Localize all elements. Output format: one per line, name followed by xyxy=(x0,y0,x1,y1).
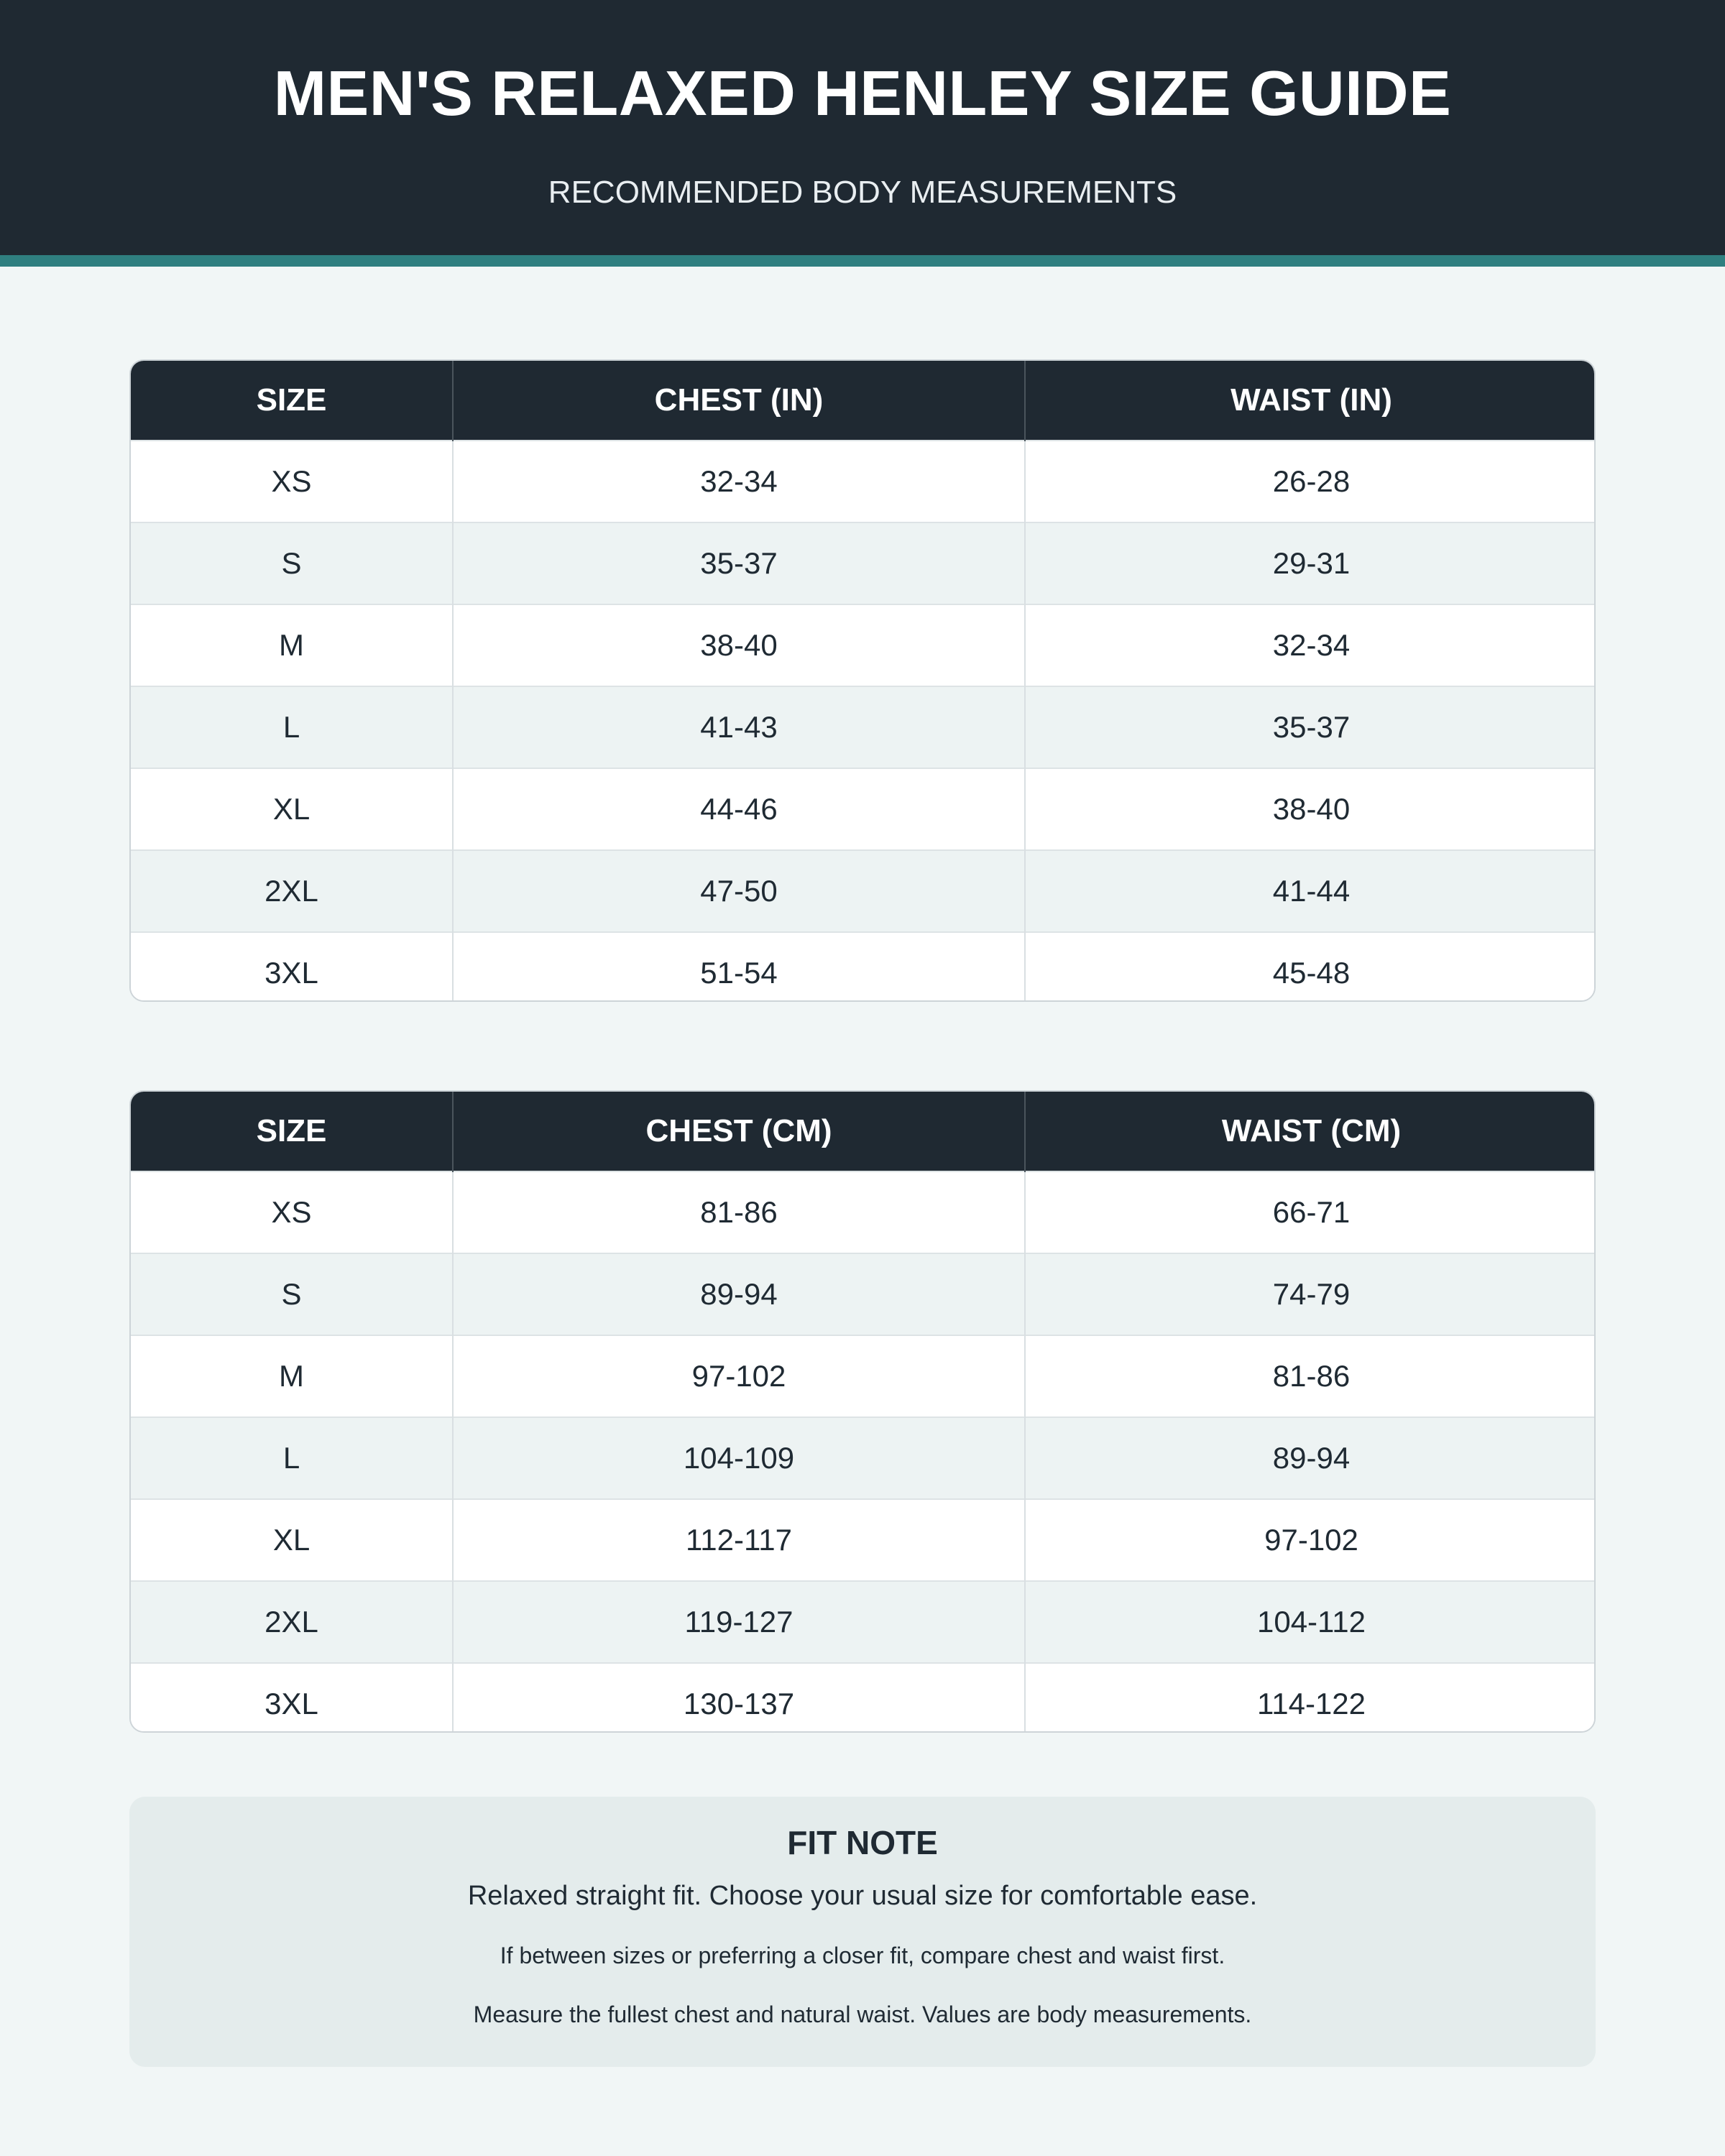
fit-note-title: FIT NOTE xyxy=(787,1824,938,1861)
waist-cell: 66-71 xyxy=(1025,1171,1596,1253)
table-row xyxy=(131,522,1596,604)
waist-cell: 89-94 xyxy=(1025,1417,1596,1499)
chest-cell: 81-86 xyxy=(453,1171,1025,1253)
chest-cell: 35-37 xyxy=(453,522,1025,604)
size-cell: XL xyxy=(131,1499,453,1581)
size-cell: 3XL xyxy=(131,932,453,1002)
table-row xyxy=(131,441,1596,522)
chest-cell: 89-94 xyxy=(453,1253,1025,1335)
table-row xyxy=(131,1499,1596,1581)
table-row xyxy=(131,1253,1596,1335)
waist-cell: 41-44 xyxy=(1025,850,1596,932)
page-subtitle: RECOMMENDED BODY MEASUREMENTS xyxy=(548,175,1177,210)
waist-cell: 97-102 xyxy=(1025,1499,1596,1581)
table-row xyxy=(131,932,1596,1002)
waist-cell: 29-31 xyxy=(1025,522,1596,604)
size-cell: S xyxy=(131,1253,453,1335)
table-row xyxy=(131,1171,1596,1253)
waist-cell: 38-40 xyxy=(1025,768,1596,850)
table-header-row xyxy=(131,1092,1596,1171)
chest-cell: 112-117 xyxy=(453,1499,1025,1581)
size-cell: 3XL xyxy=(131,1663,453,1733)
inches-size-table xyxy=(129,359,1596,1002)
chest-cell: 32-34 xyxy=(453,441,1025,522)
chest-cell: 130-137 xyxy=(453,1663,1025,1733)
chest-cell: 51-54 xyxy=(453,932,1025,1002)
size-cell: S xyxy=(131,522,453,604)
chest-cell: 119-127 xyxy=(453,1581,1025,1663)
size-column-header: SIZE xyxy=(131,361,453,441)
waist-cell: 104-112 xyxy=(1025,1581,1596,1663)
chest-cell: 38-40 xyxy=(453,604,1025,686)
chest-cell: 44-46 xyxy=(453,768,1025,850)
waist-cell: 26-28 xyxy=(1025,441,1596,522)
waist-cell: 32-34 xyxy=(1025,604,1596,686)
fit-note-measuring: Measure the fullest chest and natural waist. Values are body measurements. xyxy=(473,2001,1252,2027)
waist-cell: 35-37 xyxy=(1025,686,1596,768)
waist-column-header: WAIST (CM) xyxy=(1025,1092,1596,1171)
chest-cell: 97-102 xyxy=(453,1335,1025,1417)
waist-cell: 74-79 xyxy=(1025,1253,1596,1335)
table-row xyxy=(131,604,1596,686)
fit-note-advice: If between sizes or preferring a closer fit, compare chest and waist first. xyxy=(500,1943,1225,1968)
size-cell: M xyxy=(131,604,453,686)
table-row xyxy=(131,768,1596,850)
size-cell: L xyxy=(131,686,453,768)
table-row xyxy=(131,1581,1596,1663)
size-cell: XS xyxy=(131,1171,453,1253)
fit-note-panel xyxy=(129,1797,1596,2067)
centimeters-size-table xyxy=(129,1090,1596,1733)
chest-cell: 41-43 xyxy=(453,686,1025,768)
size-cell: XS xyxy=(131,441,453,522)
waist-cell: 114-122 xyxy=(1025,1663,1596,1733)
size-cell: XL xyxy=(131,768,453,850)
size-cell: M xyxy=(131,1335,453,1417)
waist-cell: 45-48 xyxy=(1025,932,1596,1002)
chest-cell: 104-109 xyxy=(453,1417,1025,1499)
waist-column-header: WAIST (IN) xyxy=(1025,361,1596,441)
waist-cell: 81-86 xyxy=(1025,1335,1596,1417)
table-row xyxy=(131,686,1596,768)
chest-column-header: CHEST (CM) xyxy=(453,1092,1025,1171)
size-cell: 2XL xyxy=(131,850,453,932)
table-header-row xyxy=(131,361,1596,441)
table-row xyxy=(131,850,1596,932)
table-row xyxy=(131,1335,1596,1417)
table-row xyxy=(131,1417,1596,1499)
chest-cell: 47-50 xyxy=(453,850,1025,932)
page-title: MEN'S RELAXED HENLEY SIZE GUIDE xyxy=(273,57,1452,129)
chest-column-header: CHEST (IN) xyxy=(453,361,1025,441)
table-row xyxy=(131,1663,1596,1733)
size-cell: 2XL xyxy=(131,1581,453,1663)
size-column-header: SIZE xyxy=(131,1092,453,1171)
size-cell: L xyxy=(131,1417,453,1499)
fit-note-summary: Relaxed straight fit. Choose your usual size for comfortable ease. xyxy=(467,1881,1258,1911)
page-header xyxy=(0,0,1725,267)
